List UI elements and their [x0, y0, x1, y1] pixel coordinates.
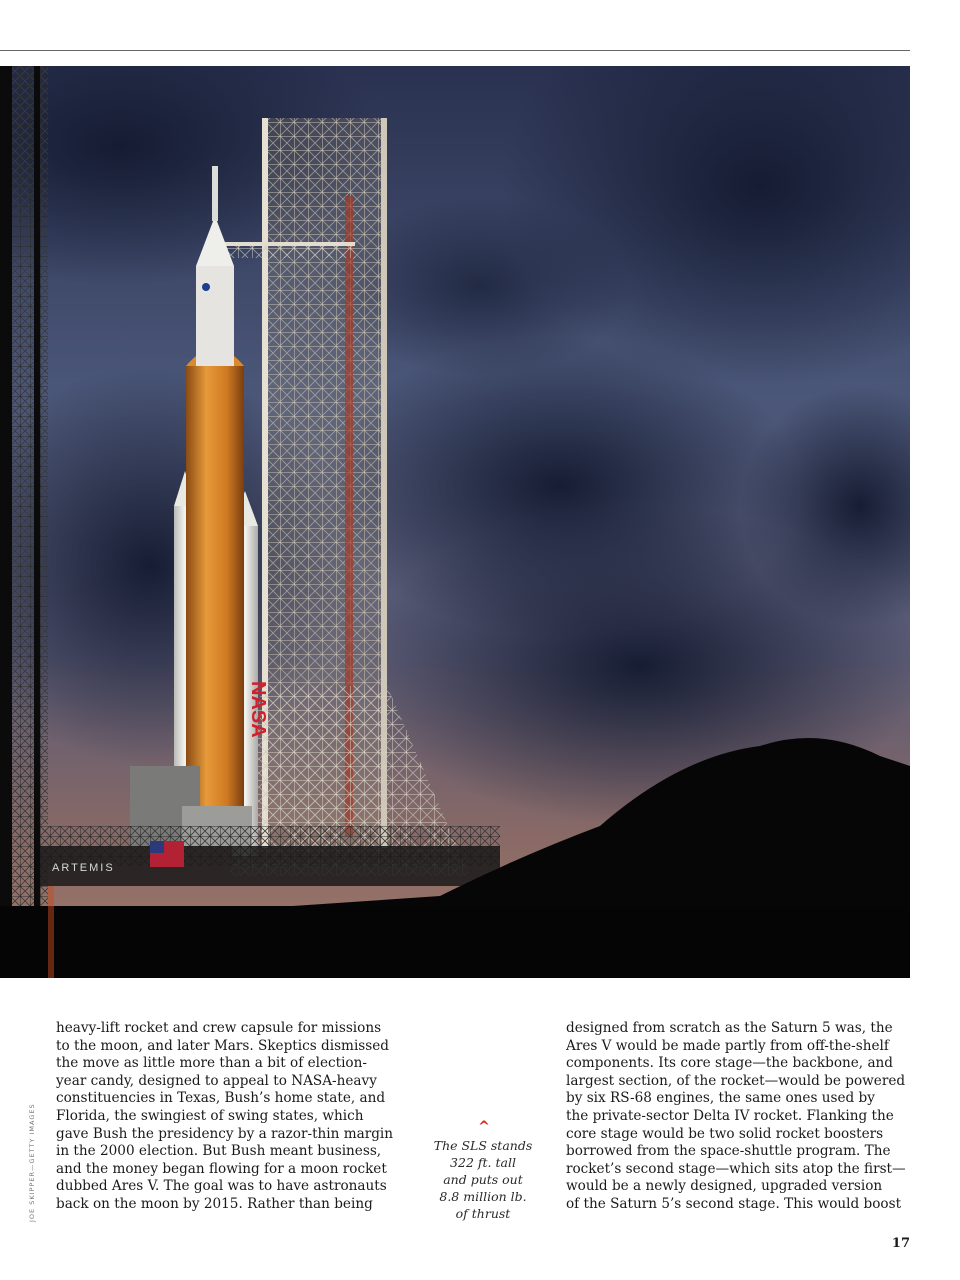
photo-credit: JOE SKIPPER—GETTY IMAGES	[28, 1103, 36, 1222]
body-text-right-column: designed from scratch as the Saturn 5 was, the Ares V would be made partly from off-the-shelf components. Its core stage—the backbone, and largest section, of the rocket—would be powered by six RS-68 engines, the same ones used by the private-sector Delta IV rocket. Flanking the core stage would be two solid rocket boosters borrowed from the space-shuttle program. The rocket’s second stage—which sits atop the first— would be a newly designed, upgraded version of the Saturn 5’s second stage. This would boost	[566, 1020, 906, 1212]
artemis-sign: ARTEMIS	[52, 862, 115, 874]
photo-caption: The SLS stands 322 ft. tall and puts out 8.8 million lb. of thrust	[433, 1138, 533, 1221]
body-text-left-column: heavy-lift rocket and crew capsule for missions to the moon, and later Mars. Skeptics dismissed the move as little more than a bit of election- year candy, designed to appeal to NASA-heavy constituencies in Texas, Bush’s home state, and Florida, the swingiest of swing states, which gave Bush the presidency by a razor-thin margin in the 2000 election. But Bush meant business, and the money began flowing for a moon rocket dubbed Ares V. The goal was to have astronauts back on the moon by 2015. Rather than being	[56, 1020, 394, 1212]
top-rule	[0, 50, 910, 51]
rocket-nasa-logo: NASA	[247, 681, 269, 738]
caption-pointer-icon: ^	[478, 1119, 490, 1135]
page-number: 17	[891, 1236, 910, 1251]
rocket-photo	[0, 66, 910, 978]
